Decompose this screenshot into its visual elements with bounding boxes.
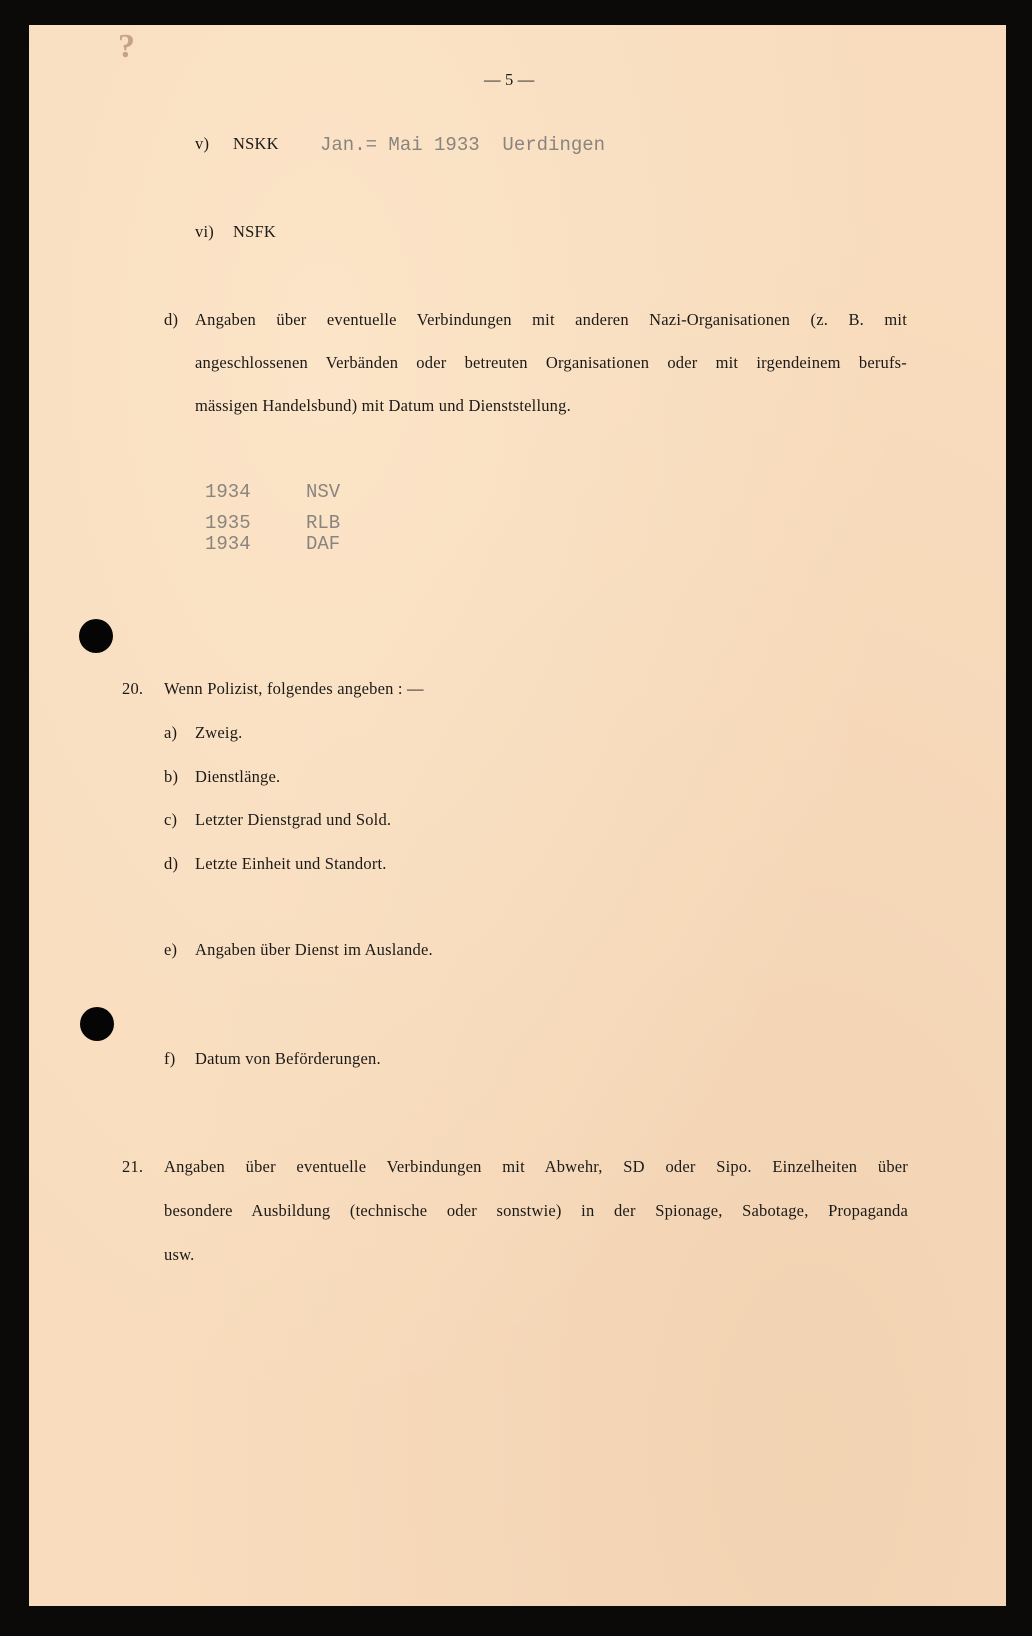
item-text: Datum von Beförderungen.: [195, 1049, 381, 1068]
item-text: Letzter Dienstgrad und Sold.: [195, 810, 392, 829]
typed-entry: Jan.= Mai 1933 Uerdingen: [320, 134, 606, 156]
punch-hole: [79, 619, 113, 653]
text-line: angeschlossenen Verbänden oder betreuten Organisationen oder mit irgendeinem berufs-: [195, 353, 907, 372]
handwritten-mark: ?: [118, 28, 135, 65]
text-line: mässigen Handelsbund) mit Datum und Dienststellung.: [195, 396, 571, 415]
question-number: 20.: [122, 679, 144, 698]
item-text: Angaben über Dienst im Auslande.: [195, 940, 433, 959]
question-text: Wenn Polizist, folgendes angeben : —: [164, 679, 424, 698]
question-text: [195, 310, 907, 416]
item-label: v): [195, 134, 210, 153]
text-line: besondere Ausbildung (technische oder sonstwie) in der Spionage, Sabotage, Propaganda: [164, 1201, 908, 1220]
item-label: e): [164, 940, 178, 959]
page-number: — 5 —: [484, 70, 535, 89]
text-line: Angaben über eventuelle Verbindungen mit Abwehr, SD oder Sipo. Einzelheiten über: [164, 1157, 908, 1176]
item-label: d): [164, 310, 179, 329]
item-label: d): [164, 854, 179, 873]
text-line: Angaben über eventuelle Verbindungen mit anderen Nazi-Organisationen (z. B. mit: [195, 310, 907, 329]
item-text: Letzte Einheit und Standort.: [195, 854, 387, 873]
question-text: [164, 1157, 908, 1265]
typed-org: RLB: [306, 512, 341, 534]
typed-year: 1934: [205, 533, 251, 555]
item-text: Zweig.: [195, 723, 243, 742]
typed-year: 1935: [205, 512, 251, 534]
org-name: NSKK: [233, 134, 279, 153]
item-label: a): [164, 723, 178, 742]
item-label: vi): [195, 222, 214, 241]
item-label: c): [164, 810, 178, 829]
item-text: Dienstlänge.: [195, 767, 281, 786]
typed-org: DAF: [306, 533, 341, 555]
typed-org: NSV: [306, 481, 341, 503]
item-label: b): [164, 767, 179, 786]
org-name: NSFK: [233, 222, 276, 241]
text-line: usw.: [164, 1245, 195, 1264]
item-label: f): [164, 1049, 176, 1068]
question-number: 21.: [122, 1157, 144, 1176]
punch-hole: [80, 1007, 114, 1041]
typed-year: 1934: [205, 481, 251, 503]
